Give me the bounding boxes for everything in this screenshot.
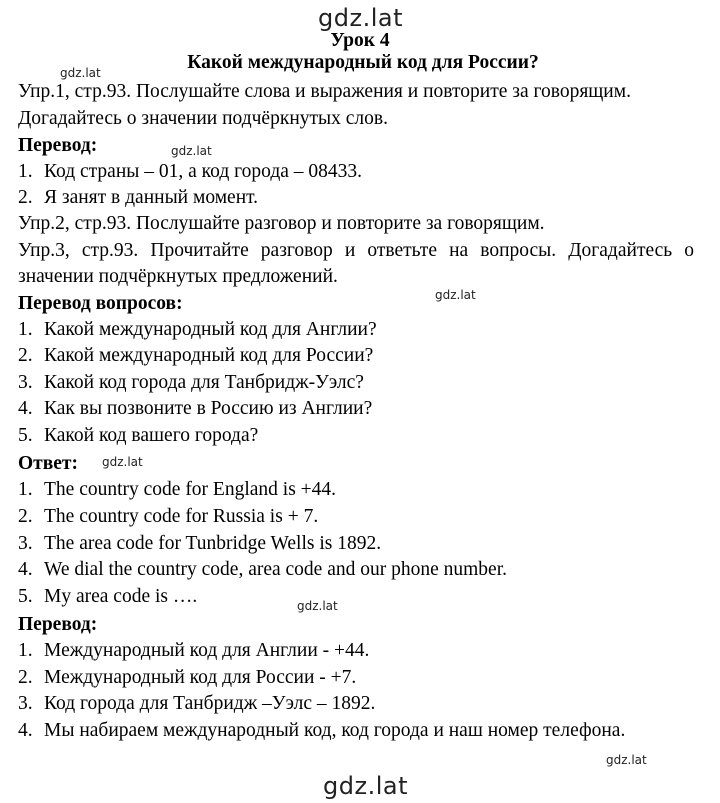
answer-item — [18, 558, 694, 582]
answer-text: The country code for England is +44. — [44, 479, 337, 500]
lesson-title: Урок 4 — [330, 30, 390, 51]
translation-item — [18, 692, 694, 716]
item-number: 3. — [18, 372, 33, 393]
item-number: 2. — [18, 345, 33, 366]
answer-item — [18, 585, 694, 609]
translation-item — [18, 666, 694, 690]
exercise-3-line-2: значении подчёркнутых предложений. — [18, 266, 338, 287]
lesson-subtitle: Какой международный код для России? — [187, 52, 539, 73]
translation-text: Международный код для России - +7. — [44, 667, 357, 688]
item-number: 1. — [18, 319, 33, 340]
watermark: gdz.lat — [60, 66, 101, 80]
answer-text: The area code for Tunbridge Wells is 1892. — [44, 533, 382, 554]
translation-text: Я занят в данный момент. — [44, 187, 259, 208]
translation-heading: Перевод: — [18, 135, 98, 156]
item-number: 4. — [18, 559, 33, 580]
question-text: Какой международный код для России? — [44, 345, 374, 366]
translation-text: Код города для Танбридж –Уэлс – 1892. — [44, 693, 376, 714]
answer-text: The country code for Russia is + 7. — [44, 506, 319, 527]
translation-item — [18, 160, 694, 184]
question-text: Как вы позвоните в Россию из Англии? — [44, 398, 373, 419]
item-number: 5. — [18, 425, 33, 446]
question-text: Какой код города для Танбридж-Уэлс? — [44, 372, 364, 393]
question-item — [18, 318, 694, 342]
item-number: 2. — [18, 667, 33, 688]
question-item — [18, 344, 694, 368]
translation-text: Код страны – 01, а код города – 08433. — [44, 161, 363, 182]
answer-item — [18, 532, 694, 556]
watermark-bottom: gdz.lat — [323, 772, 408, 800]
translation-item — [18, 719, 694, 743]
watermark: gdz.lat — [171, 144, 212, 158]
answer-text: My area code is …. — [44, 586, 198, 607]
exercise-1-line-1: Упр.1, стр.93. Послушайте слова и выражения и повторите за говорящим. — [18, 81, 631, 102]
watermark: gdz.lat — [102, 455, 143, 469]
item-number: 3. — [18, 693, 33, 714]
answer-item — [18, 505, 694, 529]
item-number: 1. — [18, 161, 33, 182]
exercise-1-line-2: Догадайтесь о значении подчёркнутых слов. — [18, 108, 388, 129]
translation-text: Международный код для Англии - +44. — [44, 640, 370, 661]
exercise-3-line-1: Упр.3, стр.93. Прочитайте разговор и ответьте на вопросы. Догадайтесь о — [18, 240, 694, 261]
item-number: 2. — [18, 187, 33, 208]
item-number: 3. — [18, 533, 33, 554]
question-text: Какой международный код для Англии? — [44, 319, 377, 340]
question-item — [18, 424, 694, 448]
watermark: gdz.lat — [435, 288, 476, 302]
question-item — [18, 397, 694, 421]
item-number: 5. — [18, 586, 33, 607]
translation-item — [18, 186, 694, 210]
item-number: 1. — [18, 640, 33, 661]
translation-item — [18, 639, 694, 663]
answer-heading: Ответ: — [18, 453, 79, 474]
watermark-top: gdz.lat — [318, 4, 403, 32]
item-number: 4. — [18, 398, 33, 419]
item-number: 4. — [18, 720, 33, 741]
translation-heading: Перевод: — [18, 614, 98, 635]
exercise-2: Упр.2, стр.93. Послушайте разговор и повторите за говорящим. — [18, 213, 545, 234]
watermark: gdz.lat — [606, 753, 647, 767]
answer-item — [18, 478, 694, 502]
question-text: Какой код вашего города? — [44, 425, 259, 446]
answer-text: We dial the country code, area code and our phone number. — [44, 559, 508, 580]
item-number: 1. — [18, 479, 33, 500]
questions-heading: Перевод вопросов: — [18, 293, 183, 314]
question-item — [18, 371, 694, 395]
translation-text: Мы набираем международный код, код города и наш номер телефона. — [44, 720, 626, 741]
item-number: 2. — [18, 506, 33, 527]
watermark: gdz.lat — [297, 599, 338, 613]
